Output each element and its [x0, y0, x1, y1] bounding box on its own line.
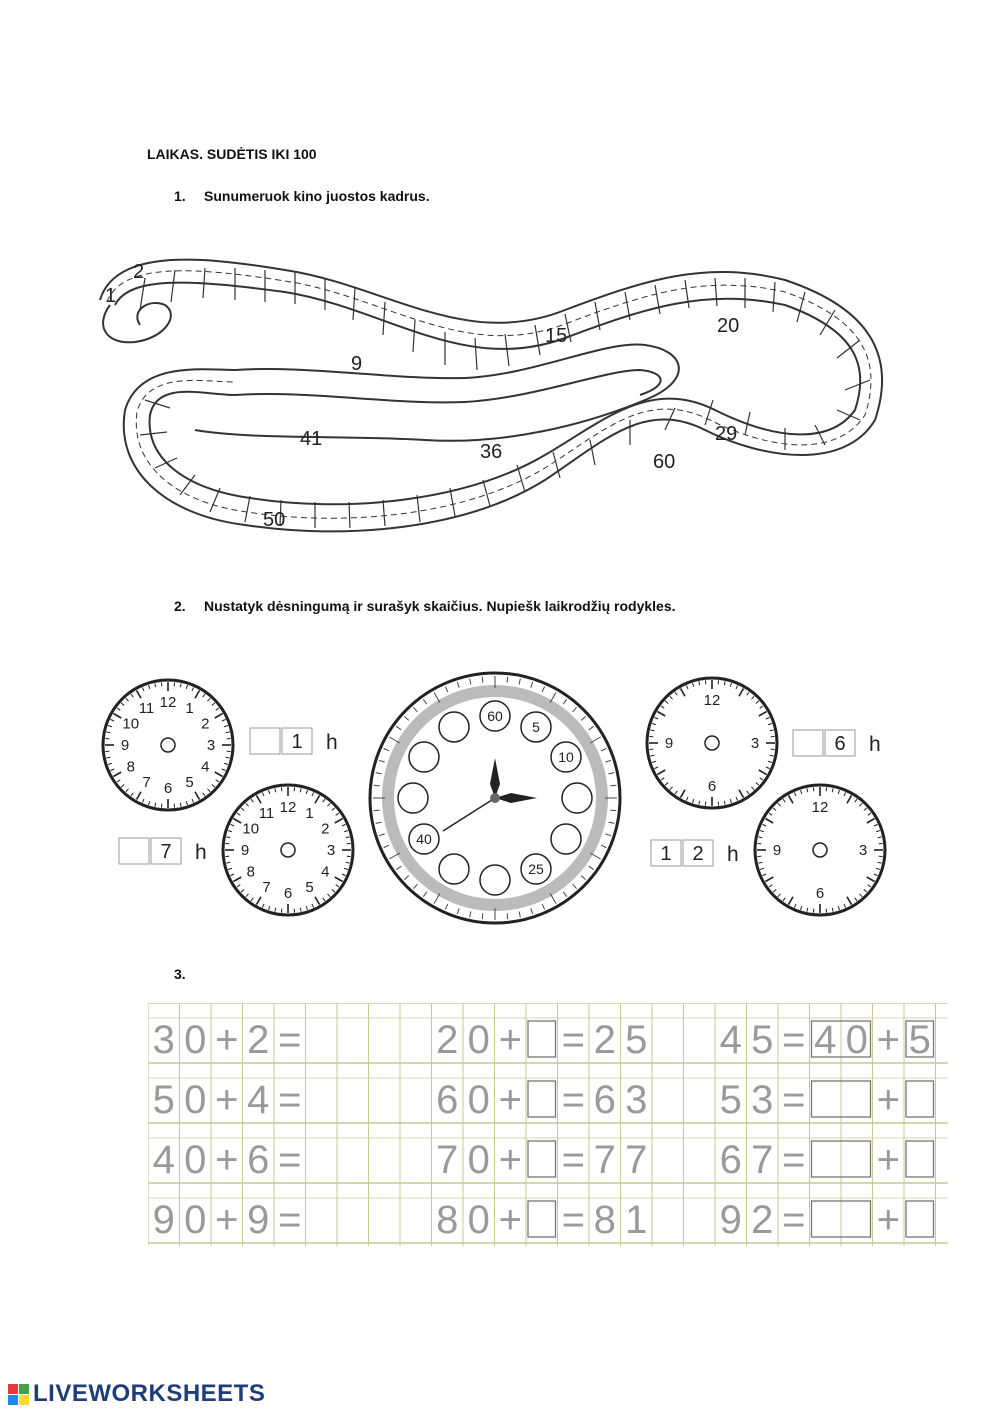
- answer-input-box: [528, 1081, 556, 1117]
- answer-box: [250, 728, 338, 754]
- answer-digit: 2: [692, 843, 704, 865]
- grid-char: =: [782, 1138, 806, 1182]
- grid-char: 4: [814, 1018, 837, 1062]
- answer-digit: 1: [291, 731, 303, 753]
- big-clock-tick: [610, 810, 616, 811]
- big-clock-minute-circle: [439, 712, 469, 742]
- grid-char: 0: [467, 1138, 490, 1182]
- big-clock-tick: [374, 785, 380, 786]
- grid-char: 1: [625, 1198, 648, 1242]
- answer-input-box: [528, 1141, 556, 1177]
- grid-char: =: [278, 1078, 302, 1122]
- clock-number: 10: [122, 715, 140, 733]
- clock-number: 3: [206, 737, 216, 754]
- clock-number: 5: [185, 774, 194, 792]
- clock-number: 12: [703, 692, 721, 709]
- grid-char: +: [215, 1018, 239, 1062]
- clock-number: 4: [201, 758, 210, 776]
- film-frame-label: 60: [653, 451, 676, 473]
- grid-char: =: [561, 1138, 585, 1182]
- hour-unit: h: [195, 841, 207, 864]
- answer-input-box: [906, 1141, 934, 1177]
- clock-number: 4: [321, 863, 330, 881]
- clock-number: 11: [138, 699, 155, 717]
- grid-char: 0: [184, 1018, 207, 1062]
- grid-char: 2: [247, 1018, 270, 1062]
- clock: [223, 785, 353, 915]
- big-clock-tick: [507, 677, 508, 683]
- liveworksheets-logo[interactable]: [8, 1380, 265, 1408]
- clock-number: 3: [326, 842, 336, 859]
- big-clock-minute-circle: [409, 742, 439, 772]
- clock-number: 1: [305, 804, 314, 822]
- grid-char: +: [498, 1138, 522, 1182]
- clock-number: 2: [321, 820, 330, 838]
- grid-char: 0: [467, 1198, 490, 1242]
- clock-number: 7: [262, 879, 271, 897]
- clock: [755, 785, 885, 915]
- grid-char: +: [498, 1018, 522, 1062]
- big-clock-minute-label: 40: [416, 831, 432, 847]
- grid-char: 6: [436, 1078, 459, 1122]
- task-1-number: 1.: [174, 188, 186, 204]
- grid-char: =: [782, 1198, 806, 1242]
- clock-number: 6: [163, 780, 173, 797]
- grid-char: 0: [184, 1198, 207, 1242]
- clock-number: 2: [201, 715, 210, 733]
- clock-number: 9: [240, 842, 250, 859]
- big-clock: [370, 673, 620, 923]
- clock-number: 10: [242, 820, 260, 838]
- task-2-text: Nustatyk dėsningumą ir surašyk skaičius. Nupiešk laikrodžių rodykles.: [204, 598, 676, 614]
- grid-char: =: [782, 1078, 806, 1122]
- clock-number: 3: [750, 735, 760, 752]
- grid-char: 6: [247, 1138, 270, 1182]
- grid-char: =: [278, 1138, 302, 1182]
- answer-box-cell: [793, 730, 823, 756]
- clock-number: 8: [126, 758, 135, 776]
- film-frame-label: 15: [545, 325, 568, 347]
- grid-char: 3: [152, 1018, 175, 1062]
- grid-char: =: [278, 1198, 302, 1242]
- math-grid: [148, 1003, 948, 1246]
- grid-char: 7: [593, 1138, 616, 1182]
- big-clock-minute-circle: [398, 783, 428, 813]
- grid-char: 5: [751, 1018, 774, 1062]
- task-3-number: 3.: [174, 966, 186, 982]
- task-2-instruction: [174, 598, 676, 614]
- grid-char: 2: [436, 1018, 459, 1062]
- film-frame-label: 41: [300, 428, 323, 450]
- clock-number: 1: [185, 699, 194, 717]
- big-clock-minute-circle: [439, 854, 469, 884]
- film-strip: [85, 230, 905, 590]
- grid-char: +: [215, 1078, 239, 1122]
- grid-char: 9: [152, 1198, 175, 1242]
- clock-number: 7: [142, 774, 151, 792]
- grid-char: 0: [467, 1018, 490, 1062]
- grid-char: 5: [908, 1018, 931, 1062]
- big-clock-tick: [507, 913, 508, 919]
- task-1-instruction: [174, 188, 430, 204]
- clock: [103, 680, 233, 810]
- clock-number: 9: [120, 737, 130, 754]
- big-clock-minute-label: 25: [528, 861, 544, 878]
- clock-number: 8: [246, 863, 255, 881]
- answer-input-box: [906, 1201, 934, 1237]
- clock-number: 3: [858, 842, 868, 859]
- big-clock-tick: [374, 810, 380, 811]
- film-frame-label: 50: [263, 509, 286, 531]
- clock-number: 12: [279, 799, 297, 816]
- clock-number: 12: [159, 694, 177, 711]
- big-clock-minute-circle: [480, 865, 510, 895]
- grid-char: +: [215, 1198, 239, 1242]
- grid-char: =: [278, 1018, 302, 1062]
- film-strip-lower-loop: [195, 345, 679, 441]
- grid-char: 6: [719, 1138, 742, 1182]
- answer-box: [651, 840, 739, 866]
- grid-char: =: [561, 1198, 585, 1242]
- grid-char: 5: [152, 1078, 175, 1122]
- grid-char: 2: [593, 1018, 616, 1062]
- grid-char: 6: [593, 1078, 616, 1122]
- film-frame-label: 9: [351, 353, 363, 375]
- answer-digit: 6: [834, 733, 846, 755]
- big-clock-minute-circle: [551, 824, 581, 854]
- grid-char: 0: [467, 1078, 490, 1122]
- film-frame-label: 36: [480, 441, 503, 463]
- grid-char: +: [876, 1138, 900, 1182]
- grid-char: +: [498, 1078, 522, 1122]
- answer-box: [119, 838, 207, 864]
- grid-char: 7: [436, 1138, 459, 1182]
- grid-char: +: [876, 1078, 900, 1122]
- clock-number: 6: [815, 885, 825, 902]
- logo-icon: [8, 1384, 29, 1405]
- grid-char: 8: [593, 1198, 616, 1242]
- clock-number: 5: [305, 879, 314, 897]
- big-clock-minute-label: 10: [558, 749, 574, 765]
- grid-char: 4: [719, 1018, 742, 1062]
- clock-number: 11: [258, 804, 275, 822]
- grid-char: +: [876, 1198, 900, 1242]
- answer-input-box: [906, 1081, 934, 1117]
- big-clock-pin: [490, 793, 500, 803]
- grid-char: =: [782, 1018, 806, 1062]
- answer-box-cell: [250, 728, 280, 754]
- grid-char: 2: [751, 1198, 774, 1242]
- grid-char: +: [498, 1198, 522, 1242]
- clock-number: 9: [772, 842, 782, 859]
- clock-number: 6: [707, 778, 717, 795]
- clocks-area: [95, 660, 905, 940]
- answer-input-box: [528, 1201, 556, 1237]
- grid-char: 0: [845, 1018, 868, 1062]
- grid-char: 9: [719, 1198, 742, 1242]
- hour-unit: h: [869, 733, 881, 756]
- answer-input-box: [528, 1021, 556, 1057]
- grid-char: 0: [184, 1138, 207, 1182]
- grid-char: 7: [751, 1138, 774, 1182]
- task-1-text: Sunumeruok kino juostos kadrus.: [204, 188, 430, 204]
- page-title: LAIKAS. SUDĖTIS IKI 100: [147, 146, 317, 162]
- grid-char: 7: [625, 1138, 648, 1182]
- film-strip-inner-edge: [115, 283, 860, 505]
- grid-char: =: [561, 1078, 585, 1122]
- task-3-instruction: [174, 966, 204, 982]
- hour-unit: h: [727, 843, 739, 866]
- grid-char: 3: [751, 1078, 774, 1122]
- grid-char: 3: [625, 1078, 648, 1122]
- big-clock-tick: [482, 913, 483, 919]
- grid-char: 5: [719, 1078, 742, 1122]
- grid-char: 8: [436, 1198, 459, 1242]
- film-frame-label: 29: [715, 423, 738, 445]
- grid-char: 4: [152, 1138, 175, 1182]
- film-frame-label: 1: [105, 285, 117, 307]
- grid-char: 9: [247, 1198, 270, 1242]
- clock-number: 12: [811, 799, 829, 816]
- grid-char: 4: [247, 1078, 270, 1122]
- answer-box: [793, 730, 881, 756]
- film-roll: [103, 303, 171, 342]
- film-frame-label: 20: [717, 315, 740, 337]
- big-clock-minute-label: 5: [532, 718, 540, 735]
- answer-digit: 7: [160, 841, 172, 863]
- grid-char: 0: [184, 1078, 207, 1122]
- answer-box-cell: [119, 838, 149, 864]
- answer-digit: 1: [660, 843, 672, 865]
- big-clock-tick: [610, 785, 616, 786]
- grid-char: 5: [625, 1018, 648, 1062]
- film-frame-label: 2: [133, 261, 145, 283]
- grid-char: +: [876, 1018, 900, 1062]
- grid-char: +: [215, 1138, 239, 1182]
- clock-number: 9: [664, 735, 674, 752]
- task-2-number: 2.: [174, 598, 186, 614]
- logo-text: LIVEWORKSHEETS: [33, 1380, 266, 1407]
- grid-char: =: [561, 1018, 585, 1062]
- big-clock-minute-label: 60: [487, 708, 503, 724]
- clock: [647, 678, 777, 808]
- clock-number: 6: [283, 885, 293, 902]
- hour-unit: h: [326, 731, 338, 754]
- big-clock-minute-circle: [562, 783, 592, 813]
- big-clock-tick: [482, 677, 483, 683]
